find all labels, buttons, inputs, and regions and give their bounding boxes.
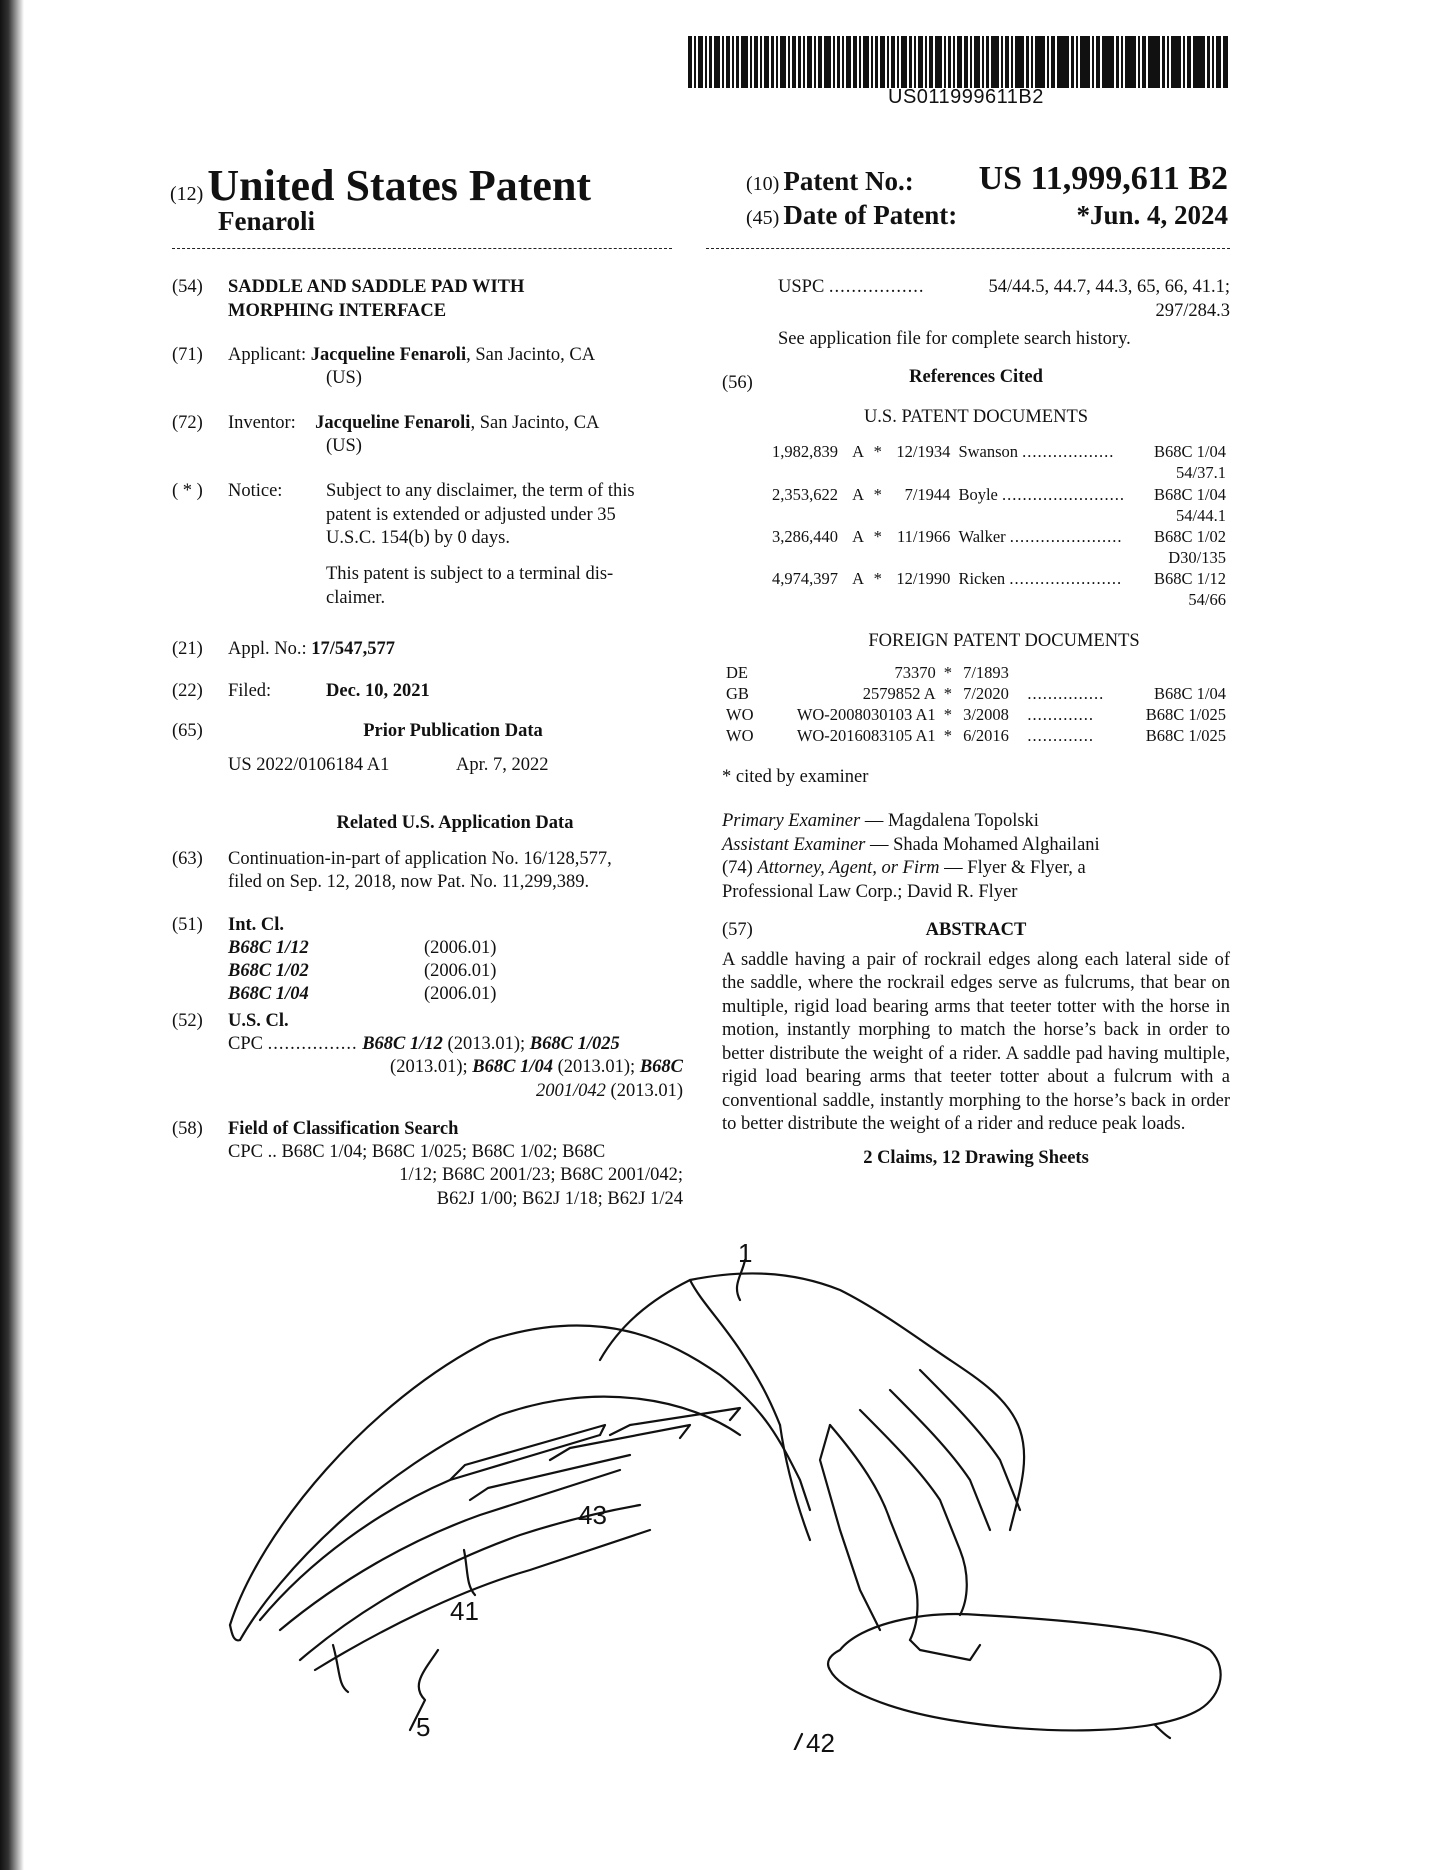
applicant-location: , San Jacinto, CA [466,345,596,365]
ref-dots: ........................ [1001,484,1125,504]
code-74: (74) [722,858,753,879]
int-cl-class: B68C 1/04 [228,983,309,1004]
code-52: (52) [172,1010,203,1031]
foreign-dots: ............... [1027,684,1105,703]
inventor-location: , San Jacinto, CA [470,413,600,433]
field-65-prior-publication [172,720,682,782]
uspc-line-1: 54/44.5, 44.7, 44.3, 65, 66, 41.1; [988,277,1230,297]
foreign-number: 2579852 A [862,684,936,703]
table-row [768,526,1230,547]
field-71-applicant [172,344,682,400]
examiners-block [722,810,1230,905]
references-cited-heading: References Cited [909,366,1043,387]
ref-date: 11/1966 [896,526,951,546]
ref-date: 12/1990 [896,569,951,588]
patent-heading [170,160,591,211]
field-58-classification-search [172,1118,682,1214]
table-row [722,704,1230,725]
int-cl-class: B68C 1/02 [228,960,309,981]
field-21-appl-no [172,638,682,664]
ref-subclass: 54/44.1 [1176,505,1226,525]
code-72: (72) [172,413,203,433]
us-cl-label: U.S. Cl. [228,1010,289,1031]
notice-line-2: patent is extended or adjusted under 35 [326,504,616,525]
inventor-surname: Fenaroli [218,206,315,236]
applicant-country: (US) [326,368,362,388]
ref-subclass: D30/135 [1168,547,1226,567]
int-cl-row [228,937,497,960]
field-56-references [722,366,1230,396]
foreign-star: * [943,705,952,725]
code-10: (10) [746,173,780,195]
right-column [722,276,1230,1170]
us-cl-version-4: (2013.01) [605,1081,683,1102]
drawing-label-42: 42 [806,1728,835,1758]
ref-name: Ricken [958,569,1006,588]
us-cl-class-4b: 2001/042 [536,1081,606,1102]
foreign-date: 6/2016 [963,726,1009,746]
ref-kind: A [852,569,865,588]
related-application-heading: Related U.S. Application Data [336,813,574,833]
code-21: (21) [172,639,203,659]
abstract-heading: ABSTRACT [925,919,1027,940]
field-22-filed [172,680,682,706]
ref-date: 12/1934 [896,442,951,462]
table-row [722,683,1230,704]
ref-class: B68C 1/04 [1154,442,1226,462]
table-row [768,484,1230,505]
applicant-name: Jacqueline Fenaroli [310,345,467,365]
int-cl-version: (2006.01) [424,937,497,958]
primary-examiner-label: Primary Examiner [722,811,861,831]
classification-search-line-3: B62J 1/00; B62J 1/18; B62J 1/24 [436,1189,683,1210]
ref-number: 3,286,440 [772,526,838,546]
foreign-class [1125,662,1230,683]
filed-label: Filed: [228,681,272,701]
int-cl-list [228,937,497,1006]
document-title: United States Patent [207,161,592,210]
code-71: (71) [172,345,203,365]
drawing-label-41: 41 [450,1596,479,1626]
foreign-dots [1023,662,1124,683]
ref-class: B68C 1/12 [1154,569,1226,588]
patent-no-label: Patent No.: [783,166,914,196]
field-52-us-cl [172,1010,682,1106]
uspc-field [722,276,1230,324]
attorney-line-1: — Flyer & Flyer, a [939,858,1086,879]
code-51: (51) [172,914,203,935]
us-cl-class-3: B68C 1/04 [472,1057,553,1078]
continuation-line-2: filed on Sep. 12, 2018, now Pat. No. 11,299,389. [228,872,590,893]
foreign-star: * [943,726,952,746]
uspc-label: USPC [778,277,825,297]
ref-date: 7/1944 [904,484,951,504]
foreign-class: B68C 1/04 [1154,684,1226,703]
ref-kind: A [852,442,865,462]
us-cl-dots: ................ [267,1033,358,1054]
prior-publication-heading: Prior Publication Data [363,721,543,741]
appl-no-label: Appl. No.: [228,639,307,659]
classification-search-line-1: CPC .. B68C 1/04; B68C 1/025; B68C 1/02; B68C [228,1141,606,1162]
saddle-drawing [220,1230,1230,1750]
foreign-date: 7/2020 [963,684,1009,703]
foreign-star: * [943,684,952,703]
us-cl-class-4a: B68C [639,1057,683,1078]
title-line-1: SADDLE AND SADDLE PAD WITH [228,277,525,297]
code-12: (12) [170,183,204,205]
drawing-label-43: 43 [578,1500,607,1530]
foreign-country: DE [726,662,748,682]
ref-star: * [873,569,882,588]
table-row [768,441,1230,462]
ref-number: 1,982,839 [772,442,838,462]
field-63-continuation [172,848,682,896]
code-54: (54) [172,277,203,297]
inventor-name: Jacqueline Fenaroli [315,413,471,433]
prior-publication-number: US 2022/0106184 A1 [228,755,390,775]
foreign-dots: ............. [1027,705,1094,725]
header-rule-left [172,248,672,249]
us-patent-documents-heading: U.S. PATENT DOCUMENTS [863,406,1089,427]
int-cl-class: B68C 1/12 [228,937,309,958]
us-cl-class-1: B68C 1/12 [362,1033,443,1054]
foreign-star: * [943,662,952,682]
foreign-date: 7/1893 [963,662,1009,682]
us-cl-class-2: B68C 1/025 [529,1033,620,1054]
abstract-text: A saddle having a pair of rockrail edges along each lateral side of the saddle, where the rockrail edges serve as fulcrums, that bear on multiple, rigid load bearing arms that teeter totter with the horse in motion, instantly morphing to match the horse’s back in order to better distribute the weight of a rider. A saddle pad having multiple, rigid load bearing arms that teeter totter about a fulcrum with a conventional saddle, instantly morphing to the horse’s back in order to better distribute the weight of a rider and reduce peak loads. [722,949,1230,1135]
code-45: (45) [746,207,780,229]
classification-search-line-2: 1/12; B68C 2001/23; B68C 2001/042; [399,1165,683,1186]
field-57-abstract [722,919,1230,947]
us-cl-cpc [228,1033,683,1104]
us-cl-cpc-label: CPC [228,1033,263,1054]
code-58: (58) [172,1118,203,1139]
foreign-dots: ............. [1027,726,1094,746]
foreign-number: 73370 [894,662,936,682]
int-cl-row [228,960,497,983]
us-cl-version-1: (2013.01); [442,1033,530,1054]
ref-kind: A [852,484,865,504]
foreign-class: B68C 1/025 [1145,705,1226,725]
field-54-title [172,276,682,332]
table-row [768,568,1230,589]
int-cl-version: (2006.01) [424,983,497,1004]
left-column [172,276,682,1214]
us-patent-documents-list [722,441,1230,610]
ref-subclass: 54/37.1 [1176,463,1226,483]
cited-by-examiner-note: * cited by examiner [722,767,869,788]
date-of-patent-line [746,200,1228,231]
field-notice [172,480,682,616]
drawing-label-1: 1 [738,1238,753,1268]
code-22: (22) [172,681,203,701]
ref-number: 2,353,622 [772,484,838,504]
patent-date: *Jun. 4, 2024 [1076,200,1228,230]
date-label: Date of Patent: [783,200,958,230]
table-row [722,725,1230,746]
foreign-number: WO-2016083105 A1 [796,726,936,746]
ref-name: Walker [958,526,1006,546]
int-cl-row [228,983,497,1006]
foreign-class: B68C 1/025 [1145,726,1226,746]
foreign-country: GB [726,684,749,703]
notice-line-4: This patent is subject to a terminal dis- [326,564,614,585]
header-rule-right [706,248,1230,249]
code-65: (65) [172,721,203,741]
us-cl-version-3: (2013.01); [552,1057,640,1078]
inventor-label: Inventor: [228,413,296,433]
int-cl-version: (2006.01) [424,960,497,981]
ref-dots: ...................... [1009,569,1123,588]
filed-value: Dec. 10, 2021 [326,681,430,701]
scan-edge-shadow [0,0,24,1870]
patent-number-line [746,160,1228,197]
code-57: (57) [722,919,753,940]
attorney-label: Attorney, Agent, or Firm [757,858,940,879]
foreign-country: WO [726,726,754,746]
table-row [722,662,1230,683]
notice-line-5: claimer. [326,587,386,608]
foreign-number: WO-2008030103 A1 [796,705,936,725]
ref-star: * [873,484,882,504]
patent-number: US 11,999,611 B2 [978,160,1228,197]
foreign-patent-documents-list [722,662,1230,746]
assistant-examiner-label: Assistant Examiner [722,834,866,855]
ref-dots: ...................... [1009,526,1123,546]
ref-name: Boyle [958,484,998,504]
notice-label: Notice: [228,481,283,501]
foreign-patent-documents-heading: FOREIGN PATENT DOCUMENTS [868,631,1140,652]
ref-name: Swanson [958,442,1019,462]
inventor-country: (US) [326,436,362,456]
int-cl-label: Int. Cl. [228,914,285,935]
applicant-label: Applicant: [228,345,307,365]
ref-dots: .................. [1022,442,1115,462]
ref-star: * [873,526,882,546]
foreign-date: 3/2008 [963,705,1009,725]
uspc-dots: ................. [828,277,925,297]
uspc-line-2: 297/284.3 [1155,300,1230,321]
primary-examiner: — Magdalena Topolski [860,811,1039,831]
code-63: (63) [172,848,203,869]
classification-search-label: Field of Classification Search [228,1118,459,1139]
claims-and-sheets: 2 Claims, 12 Drawing Sheets [863,1147,1089,1168]
us-cl-version-2: (2013.01); [390,1057,473,1078]
continuation-line-1: Continuation-in-part of application No. 16/128,577, [228,848,612,869]
ref-star: * [873,442,882,462]
drawing-label-5: 5 [416,1712,431,1742]
notice-line-3: U.S.C. 154(b) by 0 days. [326,528,510,549]
prior-publication-date: Apr. 7, 2022 [456,755,549,775]
appl-no-value: 17/547,577 [311,639,396,659]
barcode-image [688,36,1228,88]
ref-kind: A [852,526,865,546]
attorney-line-2: Professional Law Corp.; David R. Flyer [722,882,1018,903]
title-line-2: MORPHING INTERFACE [228,300,447,321]
ref-class: B68C 1/04 [1154,484,1226,504]
notice-line-1: Subject to any disclaimer, the term of this [326,481,635,501]
ref-number: 4,974,397 [772,569,838,588]
assistant-examiner: — Shada Mohamed Alghailani [865,834,1100,855]
code-notice: ( * ) [172,481,203,501]
barcode-number: US011999611B2 [888,86,1044,108]
ref-class: B68C 1/02 [1154,526,1226,546]
field-72-inventor [172,412,682,468]
foreign-country: WO [726,705,754,725]
search-history-note: See application file for complete search history. [778,329,1131,349]
code-56: (56) [722,372,753,393]
ref-subclass: 54/66 [1188,590,1226,610]
field-51-int-cl [172,914,682,1010]
